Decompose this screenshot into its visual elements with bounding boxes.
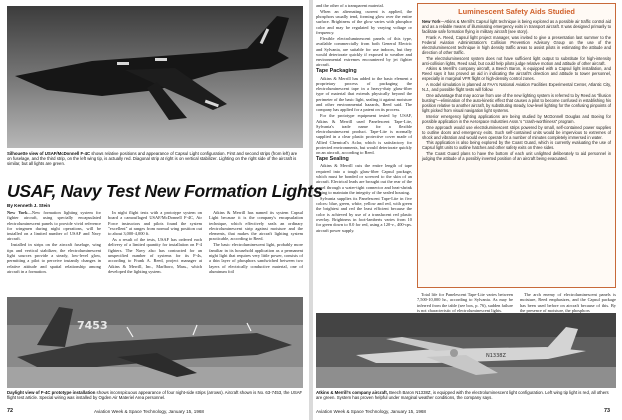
left-page-number: 72 bbox=[7, 408, 13, 414]
paragraph: As a result of the tests, USAF has ordered each delivery of a limited quantity for installation on F-4 fighters. The Navy also has contracted for an unspecified number of systems for its F-4s, according to Frank A. Reed, project manager at Atkins & Merrill, Inc., Marlboro, Mass., which developed the lighting system. bbox=[108, 237, 202, 274]
paragraph: In night flight tests with a prototype system on board a camouflaged USAF/McDonnell F-4C, Air Force instructors and pilots found the system "excellent" at ranges from normal wing position out to about 3,000-4,000 ft. bbox=[108, 210, 202, 237]
bottom-right-caption-lead: Atkins & Merrill's company aircraft, bbox=[316, 390, 388, 395]
paragraph: The arch enemy of electroluminescent panels is moisture, Reed emphasizes, and the Capsul package has been used before on aircraft because of this. By the presence of moisture, the phosphors bbox=[520, 292, 616, 313]
f4c-daylight-photo bbox=[7, 297, 303, 388]
left-column-2 bbox=[108, 210, 202, 294]
left-column-1 bbox=[7, 210, 101, 294]
dateline: New York bbox=[7, 210, 28, 215]
top-photo-caption-text: shows relative positions and appearance of Capsul Light configuration. First and second strips (from left) are on fuselage, and the third strip, on the left wing tip, is actually red. Diagonal strip at right is on vertical stabilizer. Lighting on the right side of the aircraft is similar, but all lights are green. bbox=[7, 151, 298, 167]
top-photo-caption-lead: Silhouette view of USAF/McDonnell F-4C bbox=[7, 151, 91, 156]
top-photo-caption bbox=[7, 151, 303, 175]
sidebar-paragraph: —Atkins & Merrill's Capsul light technique is being explored as a possible air traffic control aid and as a reliable means of illuminating emergency exits in transport aircraft. It was designed primarily to facilitate safe formation flying in military aircraft (see story). bbox=[422, 19, 611, 34]
sidebar-paragraph: Interior emergency lighting applications are being studied by McDonnell Douglas and Boeing for possible application in the Aerospace Industries Assn.'s "crash-worthiness" program. bbox=[422, 113, 611, 124]
paragraph: Atkins & Merrill has named its system Capsul Light because it is the company's encapsulation technique, which effectively seals an ordinary electroluminescent strip against moisture and the elements, that makes the aircraft lighting system practicable, according to Reed. bbox=[209, 210, 303, 242]
article-headline: USAF, Navy Test New Formation Lights bbox=[7, 181, 323, 201]
sidebar-paragraph: One advantage that may accrue from use of the new lighting system is referred to by Reed as "illusion busting"—elimination of the auto-kinetic effect that causes a pilot to become confused in establishing his position relative to another aircraft, by substituting steady, low-level lighting for the confusing pinpoints of light picked from visual navigation light systems. bbox=[422, 92, 611, 113]
sidebar-title: Luminescent Safety Aids Studied bbox=[458, 7, 575, 16]
right-column-1 bbox=[316, 3, 412, 288]
sidebar-paragraph: One approach would use electroluminescent strips powered by small, self-contained power supplies to outline doors and emergency exits. Such self-contained units would be impervious to extremes of shock and vibration and would even operate for a number of minutes completely immersed in water. bbox=[422, 124, 611, 140]
page-gutter bbox=[309, 0, 313, 420]
paragraph: For the prototype equipment tested by USAF, Atkins & Merrill used Panelescent Tape-Lite, Sylvania's trade name for a flexible electroluminescent product. Tape-Lite is normally supplied in a clear plastic protective cover made of Allied Chemical's Aclar, which is satisfactory for protected environments, but would deteriorate quickly on an aircraft, according to Reed. bbox=[316, 113, 412, 156]
paragraph: Installed in strips on the aircraft fuselage, wing tips and vertical stabilizer, the electroluminescent light sources provide a steady, low-level glow, permitting a pilot to perceive instantly changes in relative attitude and spatial relationship among aircraft in a formation. bbox=[7, 242, 101, 274]
bottom-left-caption-lead: Daylight view of F-4C prototype installation bbox=[7, 390, 96, 395]
paragraph: Sylvania supplies its Panelescent Tape-Lite in five colors: blue, green, white, yellow and red, with green the brightest and red the least efficient because the color is achieved by use of a translucent red plastic overlay. Brightness in foot-lamberts varies from 10 for green down to 8.0 for red, using a 120-v., 400-cps. aircraft power supply. bbox=[316, 195, 412, 233]
sidebar-paragraph: This application is also being explored by the Coast Guard, which is currently evaluating the use of Capsul light units to outline hatches and other safety exits on three sides. bbox=[422, 140, 611, 151]
sidebar-paragraph: The Coast Guard plans to have the bottom of each unit unlighted deliberately to aid personnel in judging the attitude of a possibly inverted position of an aircraft being evacuated. bbox=[422, 151, 611, 162]
paragraph: When an alternating current is applied, the phosphors usually tend, forming glow over the entire surface. Brightness of the glow varies with phosphor color and may be regulated by varying voltage or frequency. bbox=[316, 8, 412, 36]
bottom-right-caption-text: Beech Baron N1338Z, is equipped with the electroluminescent light configuration. Left wing tip light is red, all others are green. System has proven helpful under marginal weather conditions, the company says. bbox=[316, 390, 609, 401]
top-silhouette-photo bbox=[7, 6, 303, 148]
sidebar-box bbox=[417, 3, 616, 288]
paragraph: Atkins & Merrill has added to the basic element a proprietary process of packaging the electroluminescent tape in a heavy-duty glass-fiber type of material that extends physically beyond the perimeter of the basic light, sealing it against moisture and other environmental hazards, Reed said. The company has applied for a patent on its process. bbox=[316, 75, 412, 113]
article-byline: By Kenneth J. Stein bbox=[7, 203, 51, 208]
sidebar-paragraph: Atkins & Merrill's company aircraft, a Beech Baron, is equipped with a Capsul light installation, and Reed says it has proved an aid in indicating the aircraft's direction and attitude to tower personnel, especially in marginal VFR flight or high-density control zones. bbox=[422, 66, 611, 82]
sidebar-dateline: New York bbox=[422, 19, 441, 24]
beech-baron-photo bbox=[316, 313, 616, 388]
tape-sealing-heading: Tape Sealing bbox=[316, 156, 349, 163]
paragraph: —New formation lighting system for fighter aircraft, using specially encapsulated electroluminescent panels to provide vivid reference for wingmen during night operations, will be installed on a limited number of USAF and Navy aircraft. bbox=[7, 210, 101, 242]
sidebar-paragraph: A model simulation is planned at FAA's National Aviation Facilities Experimental Center, Atlantic City, N.J., and possible flight tests will follow. bbox=[422, 82, 611, 93]
right-page-number: 73 bbox=[604, 408, 610, 414]
bottom-left-photo-caption bbox=[7, 390, 303, 407]
right-footer: Aviation Week & Space Technology, January 15, 1968 bbox=[316, 409, 426, 414]
paragraph: Total life for Panelescent Tape-Lite varies between 7,500-10,000 hr., according to Sylvania. As may be inferred from the table (see box, p. 76), sudden failure is not characteristic of electroluminescent lights. bbox=[417, 292, 513, 313]
sidebar-paragraph: The electroluminescent system does not have sufficient light output to substitute for high-intensity anti-collision lights, Reed said, but could help pilots judge relative motion and attitude of other aircraft. bbox=[422, 55, 611, 66]
paragraph: and the other of a transparent material. bbox=[316, 3, 384, 8]
paragraph: Flexible electroluminescent panels of this type, available commercially from both General Electric and Sylvania, are suitable for use indoors, but they would deteriorate quickly if exposed to weather and environmental extremes encountered by jet fighter aircraft. bbox=[316, 35, 412, 68]
right-column-3-bottom bbox=[520, 292, 616, 313]
tail-number: 7453 bbox=[77, 319, 108, 332]
right-column-2-bottom bbox=[417, 292, 513, 313]
bottom-left-caption-text: shows inconspicuous appearance of four night-side strips (arrows). Aircraft shown is No. 63-7453, the USAF flight test article. Special wiring was installed by Ogden Air Materiel Area personnel. bbox=[7, 390, 303, 401]
left-column-3 bbox=[209, 210, 303, 294]
tape-packaging-heading: Tape Packaging bbox=[316, 68, 357, 75]
paragraph: The basic electroluminescent light, probably more familiar in its household application as a permanent night light that requires very little power, consists of a thin layer of phosphors sandwiched between two layers of electrically conductive material, one of aluminum foil bbox=[209, 242, 303, 274]
bottom-right-photo-caption bbox=[316, 390, 616, 407]
left-footer: Aviation Week & Space Technology, January 15, 1968 bbox=[94, 409, 204, 414]
aircraft-registration: N1338Z bbox=[486, 353, 506, 359]
paragraph: Atkins & Merrill cuts the entire length of tape required into a tough glass-fiber Capsul package, which must be bonded or screwed to the skin of an aircraft. Electrical leads are brought out the rear of the panel through a water-tight connector and heat-shrink tubing to maintain the integrity of the sealed housing. bbox=[316, 163, 412, 195]
sidebar-paragraph: Frank A. Reed, Capsul light project manager, was invited to give a presentation last summer to the Federal Aviation Administration's Collision Prevention Advisory Group on the use of the electroluminescent technique in high density traffic areas to assist pilots in estimating the attitude and direction of other traffic. bbox=[422, 34, 611, 55]
